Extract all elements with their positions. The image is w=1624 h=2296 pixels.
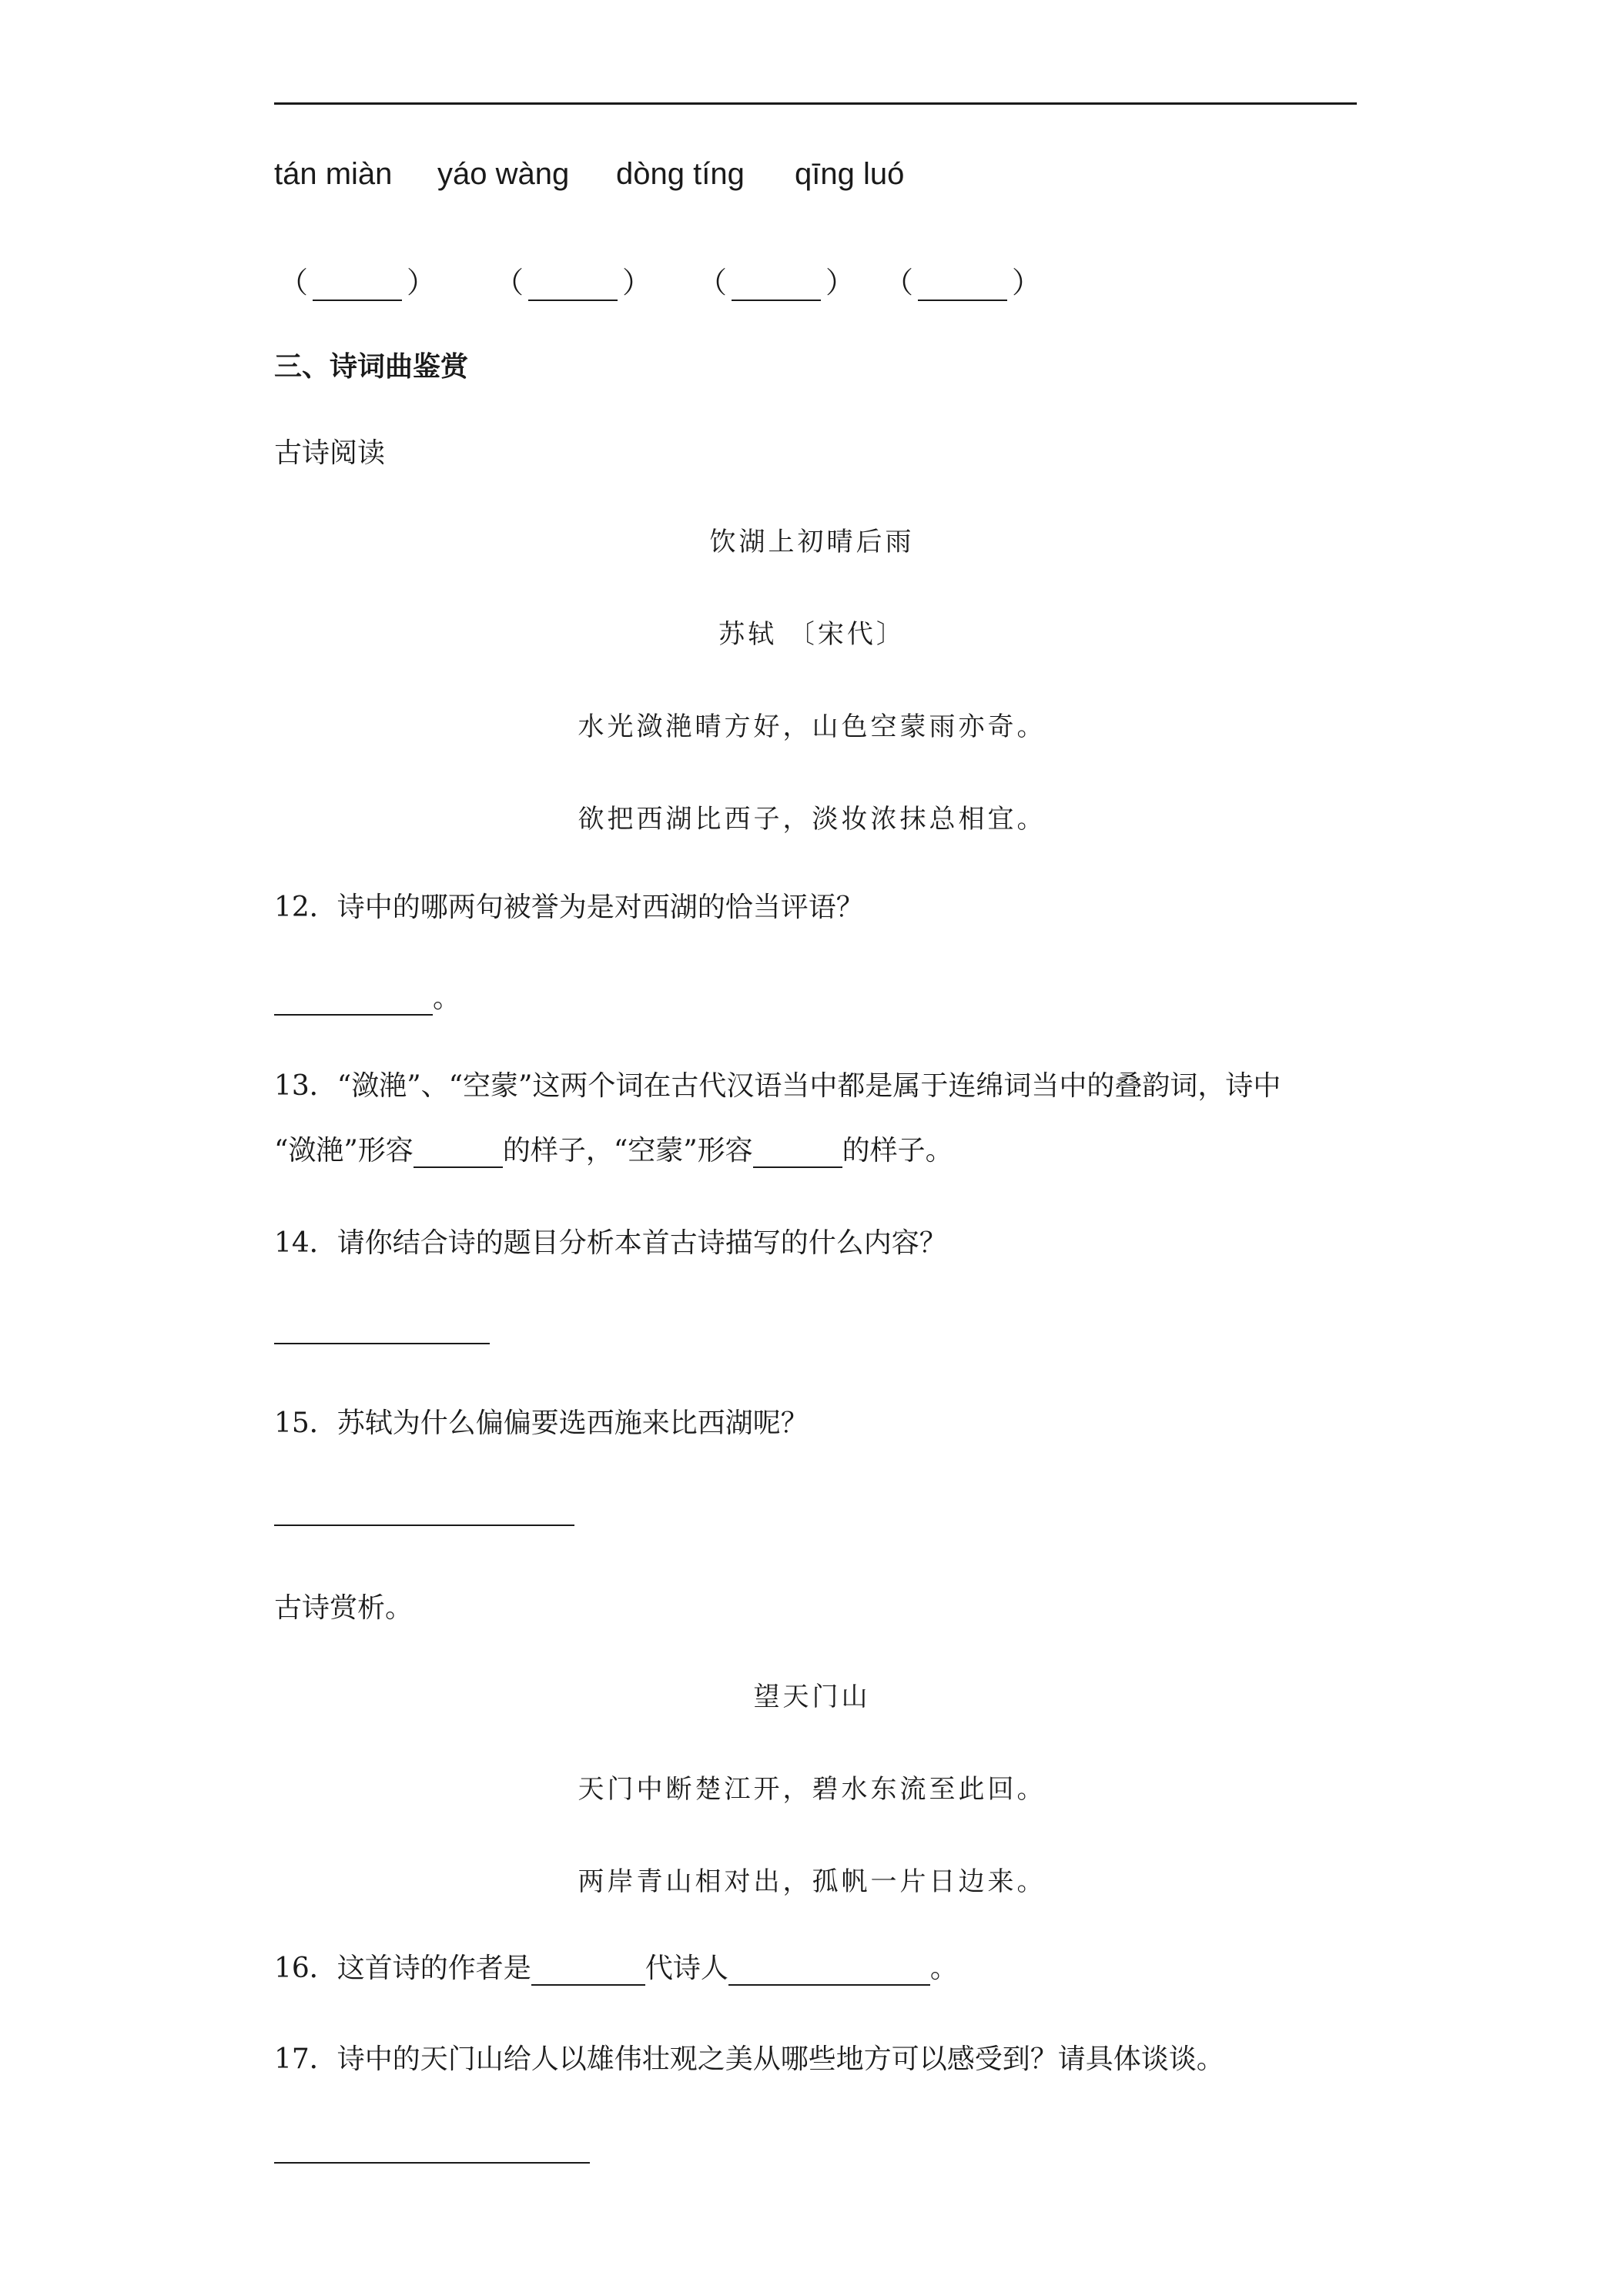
poem-line-1: 水光潋滟晴方好，山色空蒙雨亦奇。 [578,711,1046,742]
blank-16a[interactable] [531,1958,645,1986]
pinyin-3: dòng tíng [616,157,745,191]
pinyin-answer-3[interactable]: （ ） [698,266,856,300]
pinyin-answer-1[interactable]: （ ） [279,266,437,300]
pinyin-2: yáo wàng [437,157,570,191]
poem-author-1: 苏轼 〔宋代〕 [718,619,906,650]
pinyin-4: qīng luó [795,157,905,191]
poem-title-2: 望天门山 [753,1682,871,1712]
reading-label-1: 古诗阅读 [274,437,386,469]
pinyin-1: tán miàn [274,157,393,191]
pinyin-answer-4[interactable]: （ ） [884,266,1042,300]
blank-16b[interactable] [728,1958,930,1986]
top-rule [274,102,1357,105]
pinyin-answer-2[interactable]: （ ） [494,266,652,300]
answer-line-14[interactable] [274,1343,490,1344]
blank-13b[interactable] [753,1140,842,1168]
question-13-line-1: 13．“潋滟”、“空蒙”这两个词在古代汉语当中都是属于连绵词当中的叠韵词，诗中 [274,1070,1281,1102]
answer-12[interactable]: 。 [274,976,460,1016]
reading-label-2: 古诗赏析。 [274,1592,414,1624]
blank-13a[interactable] [414,1140,503,1168]
answer-line-17[interactable] [274,2162,590,2164]
question-15: 15．苏轼为什么偏偏要选西施来比西湖呢？ [274,1407,809,1439]
question-14: 14．请你结合诗的题目分析本首古诗描写的什么内容？ [274,1227,947,1259]
answer-line-15[interactable] [274,1525,574,1526]
question-12: 12．诗中的哪两句被誉为是对西湖的恰当评语？ [274,892,864,923]
poem-line-4: 两岸青山相对出，孤帆一片日边来。 [578,1866,1046,1897]
poem-line-2: 欲把西湖比西子，淡妆浓抹总相宜。 [578,804,1046,835]
poem-line-3: 天门中断楚江开，碧水东流至此回。 [578,1774,1046,1805]
poem-title-1: 饮湖上初晴后雨 [709,527,915,557]
question-16: 16．这首诗的作者是 代诗人 。 [274,1953,958,1984]
question-17: 17．诗中的天门山给人以雄伟壮观之美从哪些地方可以感受到？请具体谈谈。 [274,2043,1224,2075]
section-heading: 三、诗词曲鉴赏 [274,350,469,383]
question-13-line-2: “潋滟”形容 的样子，“空蒙”形容 的样子。 [274,1135,953,1166]
